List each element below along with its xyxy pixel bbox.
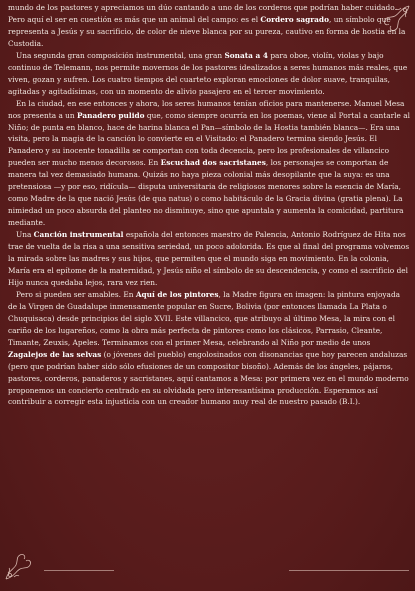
paragraph-text: , un símbolo que representa a Jesús y su sacrificio, de color de nieve blanca por su pureza, cautivo en forma de hostia en la Custodia.	[8, 14, 406, 48]
paragraph-text: (o jóvenes del pueblo) engolosinados con disonancias que hoy parecen andaluzas (pero que podrían haber sido sólo efusiones de un compositor bisoño). Además de los ángeles, pájaros, pastores, corderos, panaderos y sacristanes, aquí cantamos a Mesa: por primera vez en el mundo moderno proponemos un concierto centrado en su olvidada pero interesantísima producción. Esperamos así contribuir a corregir esta injusticia con un creador humano muy real de nuestro pasado (B.I.).	[8, 349, 409, 407]
paragraph-text: Una	[16, 230, 34, 240]
decorative-rule	[44, 570, 114, 571]
paragraph-text: española del entonces maestro de Palencia, Antonio Rodríguez de Hita nos trae de vuelta de la risa a una sensitiva seriedad, un poco adolorida. Es que al final del programa volvemos la mirada sobre las madres y sus hijos, que permiten que el mundo siga en movimiento. En la colonia, María era el epítome de la maternidad, y Jesús niño el símbolo de su descendencia, y como el sacrificio del Hijo nunca quedaba lejos, rara vez rien.	[8, 230, 410, 287]
highlighted-title: Sonata a 4	[224, 50, 268, 60]
paragraph-text: que, como siempre ocurría en los poemas, viene al Portal a cantarle al Niño; de punta en blanco, hace de harina blanca el Pan—símbolo de la Hostia también blanca—. Era una visita, pero la magia de la canción lo convierte en el Visitado: el Panadero termina siendo Jesús. El Panadero y su inocente tonadilla se comportan con toda decencia, pero los profesionales de villancico pueden ser mucho menos decorosos. En	[8, 110, 410, 168]
corner-flourish-icon	[4, 541, 44, 581]
decorative-rule	[289, 570, 409, 571]
paragraph	[8, 50, 410, 98]
paragraph-text: Una segunda gran composición instrumental, una gran	[16, 50, 225, 60]
highlighted-title: Panadero pulido	[77, 110, 145, 120]
paragraph-text: , la Madre figura en imagen: la pintura enjoyada de la Virgen de Guadalupe inmensamente popular en Sucre, Bolivia (por entonces llamada La Plata o Chuquisaca) desde principios del siglo XVII. Este villancico, que atribuyo al último Mesa, la mira con el cariño de los lugareños, como la obra más perfecta de pintores como los clásicos, Parrasio, Cleante, Timante, Zeuxis, Apeles. Terminamos con el primer Mesa, celebrando al Niño por medio de unos	[8, 289, 401, 347]
paragraph-text: para oboe, violín, violas y bajo continuo de Telemann, nos permite movernos de los pastores idealizados a seres humanos más reales, que viven, gozan y sufren. Los cuatro tiempos del cuarteto exploran emociones de dolor suave, tranquilas, agitadas y agitadísimas, con un momento de alivio pasajero en el tercer movimiento.	[8, 50, 408, 96]
paragraph	[8, 229, 410, 289]
highlighted-title: Zagalejos de las selvas	[8, 349, 102, 359]
paragraph-text: Pero si pueden ser amables. En	[16, 289, 136, 299]
paragraph-text: En la ciudad, en ese entonces y ahora, los seres humanos tenían oficios para mantenerse. Manuel Mesa nos presenta a un	[8, 98, 405, 120]
highlighted-title: Aquí de los pintores	[135, 289, 219, 299]
highlighted-title: Cordero sagrado	[260, 14, 329, 24]
paragraph	[8, 2, 410, 50]
paragraph	[8, 98, 410, 229]
paragraph-text: , los personajes se comportan de manera tal vez demasiado humana. Quizás no haya pieza colonial más desopilante que la suya: es una pretensiosa —y por eso, ridícula— disputa universitaria de religiosos menores sobre la esencia de María, como Madre de la que nació Jesús (de qua natus) o como habitáculo de la Gracia divina (gratia plena). La nimiedad un poco absurda del planteo no disminuye, sino que apuntala y aumenta la comicidad, partitura mediante.	[8, 158, 404, 228]
paragraph-text: mundo de los pastores y apreciamos un dúo cantando a uno de los corderos que podrían haber cuidado. Pero aquí el ser en cuestión es más que un animal del campo: es el	[8, 3, 397, 24]
document-body	[8, 2, 410, 408]
highlighted-title: Canción instrumental	[33, 230, 124, 240]
paragraph	[8, 289, 410, 409]
highlighted-title: Escuchad dos sacristanes	[160, 158, 266, 168]
